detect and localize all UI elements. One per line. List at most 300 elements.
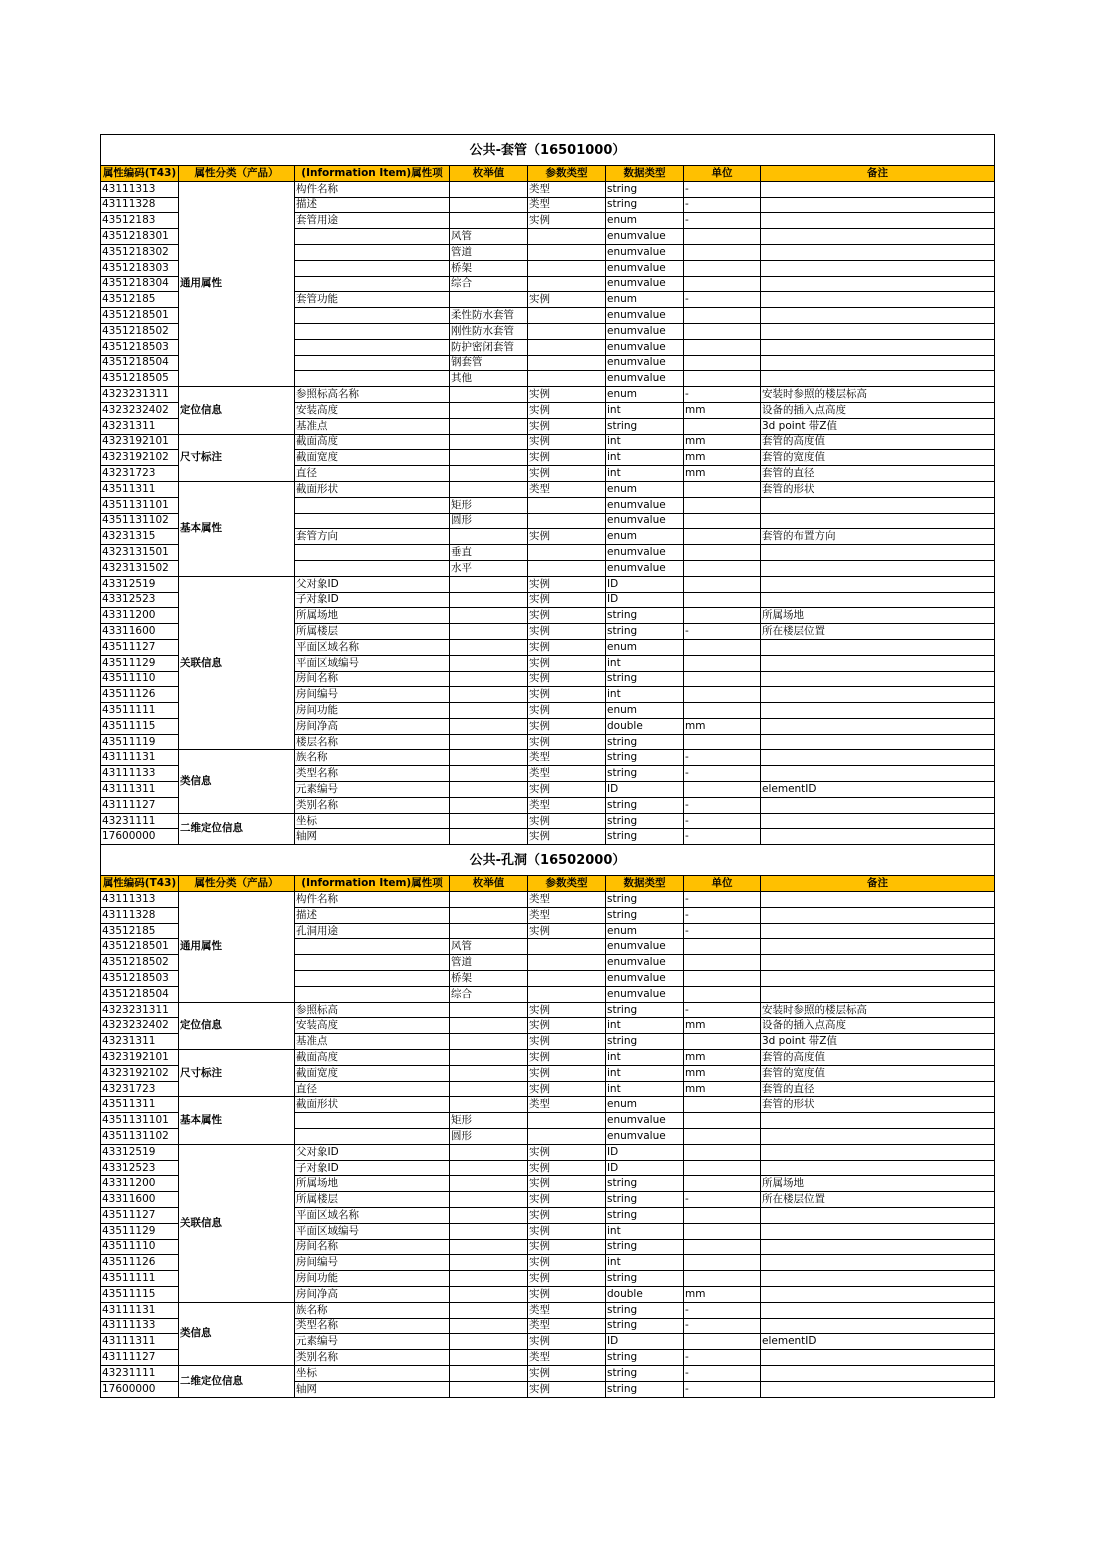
enum-cell [450,1176,528,1192]
param-type-cell: 实例 [528,829,606,845]
property-table [100,134,995,1398]
unit-cell: - [684,1302,761,1318]
param-type-cell [528,308,606,324]
data-type-cell: string [606,1318,684,1334]
item-cell [295,355,450,371]
enum-cell [450,1255,528,1271]
data-type-cell: enumvalue [606,276,684,292]
item-cell: 元素编号 [295,782,450,798]
item-cell [295,308,450,324]
param-type-cell: 实例 [528,418,606,434]
param-type-cell: 类型 [528,1097,606,1113]
enum-cell [450,734,528,750]
unit-cell [684,655,761,671]
item-cell: 房间名称 [295,1239,450,1255]
item-cell [295,276,450,292]
enum-cell [450,750,528,766]
enum-cell [450,813,528,829]
code-cell: 4351218504 [101,986,179,1002]
code-cell: 4351131102 [101,1129,179,1145]
param-type-cell [528,955,606,971]
remark-cell: elementID [761,1334,995,1350]
param-type-cell: 实例 [528,387,606,403]
code-cell: 43111133 [101,1318,179,1334]
data-type-cell: enumvalue [606,986,684,1002]
remark-cell [761,923,995,939]
code-cell: 43111313 [101,892,179,908]
remark-cell [761,1208,995,1224]
item-cell: 轴网 [295,829,450,845]
data-type-cell: enumvalue [606,339,684,355]
enum-cell [450,1381,528,1397]
param-type-cell: 实例 [528,576,606,592]
remark-cell: 套管的布置方向 [761,529,995,545]
param-type-cell: 实例 [528,213,606,229]
column-header: 属性分类（产品） [179,166,295,182]
unit-cell: - [684,387,761,403]
unit-cell [684,639,761,655]
code-cell: 4351218503 [101,339,179,355]
remark-cell [761,1223,995,1239]
remark-cell [761,955,995,971]
enum-cell [450,466,528,482]
unit-cell [684,1239,761,1255]
remark-cell [761,229,995,245]
category-cell: 类信息 [179,1302,295,1365]
code-cell: 4323232402 [101,1018,179,1034]
item-cell [295,986,450,1002]
enum-cell [450,608,528,624]
enum-cell: 矩形 [450,497,528,513]
item-cell: 类别名称 [295,1350,450,1366]
item-cell: 房间编号 [295,687,450,703]
enum-cell [450,766,528,782]
remark-cell [761,1255,995,1271]
remark-cell [761,718,995,734]
param-type-cell: 实例 [528,734,606,750]
data-type-cell: ID [606,1144,684,1160]
param-type-cell: 实例 [528,1365,606,1381]
table-row [101,1144,995,1160]
remark-cell [761,1350,995,1366]
item-cell [295,323,450,339]
remark-cell: 所属场地 [761,608,995,624]
unit-cell [684,229,761,245]
param-type-cell: 实例 [528,1223,606,1239]
code-cell: 43111311 [101,1334,179,1350]
data-type-cell: ID [606,1160,684,1176]
code-cell: 4323232402 [101,402,179,418]
data-type-cell: string [606,829,684,845]
param-type-cell [528,323,606,339]
enum-cell [450,402,528,418]
item-cell: 父对象ID [295,1144,450,1160]
unit-cell [684,592,761,608]
param-type-cell [528,355,606,371]
unit-cell [684,1255,761,1271]
item-cell: 族名称 [295,750,450,766]
remark-cell [761,197,995,213]
param-type-cell: 实例 [528,1239,606,1255]
code-cell: 4323192102 [101,450,179,466]
table-row [101,1050,995,1066]
remark-cell: 3d point 带Z值 [761,1034,995,1050]
code-cell: 43312519 [101,1144,179,1160]
code-cell: 43111328 [101,907,179,923]
enum-cell [450,1350,528,1366]
unit-cell [684,734,761,750]
enum-cell: 管道 [450,244,528,260]
item-cell: 截面形状 [295,1097,450,1113]
param-type-cell: 实例 [528,592,606,608]
enum-cell [450,1081,528,1097]
unit-cell: - [684,750,761,766]
enum-cell: 风管 [450,229,528,245]
remark-cell: 套管的高度值 [761,1050,995,1066]
code-cell: 4323192101 [101,434,179,450]
item-cell [295,371,450,387]
data-type-cell: int [606,434,684,450]
item-cell: 描述 [295,197,450,213]
code-cell: 4323231311 [101,387,179,403]
data-type-cell: int [606,655,684,671]
item-cell [295,260,450,276]
data-type-cell: enum [606,923,684,939]
data-type-cell: enum [606,387,684,403]
enum-cell [450,671,528,687]
code-cell: 4323131502 [101,560,179,576]
enum-cell: 圆形 [450,513,528,529]
data-type-cell: int [606,1018,684,1034]
item-cell: 房间净高 [295,1286,450,1302]
unit-cell [684,560,761,576]
item-cell: 房间名称 [295,671,450,687]
remark-cell [761,766,995,782]
enum-cell [450,1192,528,1208]
enum-cell [450,197,528,213]
item-cell [295,1113,450,1129]
param-type-cell: 实例 [528,1065,606,1081]
item-cell [295,545,450,561]
param-type-cell: 实例 [528,923,606,939]
data-type-cell: enumvalue [606,355,684,371]
code-cell: 4351131101 [101,1113,179,1129]
code-cell: 4351131101 [101,497,179,513]
unit-cell: - [684,1350,761,1366]
enum-cell [450,829,528,845]
unit-cell: - [684,892,761,908]
param-type-cell [528,244,606,260]
unit-cell [684,323,761,339]
data-type-cell: string [606,624,684,640]
enum-cell [450,181,528,197]
remark-cell [761,1318,995,1334]
enum-cell [450,907,528,923]
column-header: 属性编码(T43) [101,166,179,182]
data-type-cell: string [606,1350,684,1366]
param-type-cell: 实例 [528,529,606,545]
remark-cell [761,371,995,387]
enum-cell: 桥架 [450,260,528,276]
unit-cell [684,355,761,371]
unit-cell [684,955,761,971]
code-cell: 4351218501 [101,308,179,324]
remark-cell [761,687,995,703]
data-type-cell: string [606,813,684,829]
remark-cell [761,339,995,355]
enum-cell [450,718,528,734]
enum-cell [450,687,528,703]
unit-cell [684,497,761,513]
param-type-cell: 类型 [528,481,606,497]
item-cell: 基准点 [295,1034,450,1050]
code-cell: 43111313 [101,181,179,197]
param-type-cell: 实例 [528,813,606,829]
data-type-cell: enumvalue [606,260,684,276]
enum-cell [450,1050,528,1066]
enum-cell [450,782,528,798]
unit-cell [684,1097,761,1113]
column-header: (Information Item)属性项 [295,876,450,892]
remark-cell [761,703,995,719]
code-cell: 4351218501 [101,939,179,955]
enum-cell [450,213,528,229]
table-row [101,1002,995,1018]
data-type-cell: string [606,892,684,908]
column-header: 备注 [761,166,995,182]
data-type-cell: string [606,766,684,782]
param-type-cell [528,1129,606,1145]
unit-cell: mm [684,1065,761,1081]
data-type-cell: string [606,750,684,766]
enum-cell: 管道 [450,955,528,971]
section-title-row [101,845,995,876]
remark-cell [761,829,995,845]
unit-cell [684,418,761,434]
data-type-cell: string [606,1365,684,1381]
unit-cell: mm [684,466,761,482]
item-cell: 类型名称 [295,766,450,782]
data-type-cell: int [606,466,684,482]
table-row [101,1302,995,1318]
code-cell: 43111131 [101,750,179,766]
enum-cell [450,1034,528,1050]
data-type-cell: int [606,402,684,418]
data-type-cell: int [606,1223,684,1239]
remark-cell: 套管的宽度值 [761,1065,995,1081]
unit-cell [684,1271,761,1287]
data-type-cell: string [606,1302,684,1318]
unit-cell: - [684,797,761,813]
item-cell [295,339,450,355]
enum-cell [450,892,528,908]
unit-cell [684,1144,761,1160]
enum-cell [450,418,528,434]
param-type-cell: 实例 [528,703,606,719]
param-type-cell: 实例 [528,292,606,308]
param-type-cell: 实例 [528,434,606,450]
table-row [101,892,995,908]
category-cell: 基本属性 [179,481,295,576]
header-row [101,166,995,182]
unit-cell [684,481,761,497]
unit-cell: mm [684,1050,761,1066]
remark-cell: 套管的形状 [761,481,995,497]
category-cell: 通用属性 [179,892,295,1003]
remark-cell: 安装时参照的楼层标高 [761,1002,995,1018]
remark-cell: elementID [761,782,995,798]
code-cell: 43231311 [101,1034,179,1050]
param-type-cell: 实例 [528,655,606,671]
code-cell: 43312519 [101,576,179,592]
data-type-cell: enumvalue [606,1113,684,1129]
remark-cell [761,1365,995,1381]
data-type-cell: enum [606,529,684,545]
code-cell: 4351218504 [101,355,179,371]
code-cell: 43511115 [101,718,179,734]
unit-cell [684,371,761,387]
param-type-cell: 实例 [528,1050,606,1066]
data-type-cell: string [606,1239,684,1255]
code-cell: 17600000 [101,829,179,845]
data-type-cell: enum [606,703,684,719]
enum-cell: 风管 [450,939,528,955]
code-cell: 43511111 [101,1271,179,1287]
enum-cell [450,923,528,939]
data-type-cell: string [606,1271,684,1287]
category-cell: 二维定位信息 [179,813,295,845]
param-type-cell: 实例 [528,1192,606,1208]
item-cell: 直径 [295,466,450,482]
item-cell: 子对象ID [295,1160,450,1176]
item-cell [295,229,450,245]
param-type-cell [528,497,606,513]
data-type-cell: ID [606,576,684,592]
item-cell: 套管方向 [295,529,450,545]
unit-cell: - [684,624,761,640]
data-type-cell: enumvalue [606,513,684,529]
remark-cell [761,181,995,197]
enum-cell [450,592,528,608]
column-header: 属性编码(T43) [101,876,179,892]
enum-cell [450,1286,528,1302]
code-cell: 43311200 [101,608,179,624]
item-cell: 楼层名称 [295,734,450,750]
data-type-cell: enum [606,481,684,497]
unit-cell: - [684,181,761,197]
data-type-cell: int [606,687,684,703]
enum-cell: 桥架 [450,971,528,987]
data-type-cell: int [606,1081,684,1097]
item-cell: 截面形状 [295,481,450,497]
item-cell [295,497,450,513]
item-cell: 房间功能 [295,703,450,719]
data-type-cell: int [606,1065,684,1081]
code-cell: 4351218304 [101,276,179,292]
code-cell: 43311600 [101,1192,179,1208]
unit-cell [684,276,761,292]
remark-cell [761,813,995,829]
param-type-cell: 实例 [528,1334,606,1350]
remark-cell [761,939,995,955]
code-cell: 4323131501 [101,545,179,561]
data-type-cell: enumvalue [606,371,684,387]
data-type-cell: string [606,1192,684,1208]
column-header: 数据类型 [606,166,684,182]
remark-cell: 套管的形状 [761,1097,995,1113]
code-cell: 4351218502 [101,323,179,339]
enum-cell [450,1160,528,1176]
column-header: 参数类型 [528,166,606,182]
param-type-cell: 实例 [528,1034,606,1050]
param-type-cell [528,545,606,561]
param-type-cell: 类型 [528,766,606,782]
data-type-cell: string [606,734,684,750]
unit-cell [684,939,761,955]
unit-cell: mm [684,1081,761,1097]
item-cell [295,1129,450,1145]
remark-cell [761,797,995,813]
remark-cell: 套管的直径 [761,466,995,482]
item-cell: 所属楼层 [295,624,450,640]
remark-cell: 3d point 带Z值 [761,418,995,434]
param-type-cell [528,276,606,292]
item-cell: 截面宽度 [295,1065,450,1081]
unit-cell [684,782,761,798]
remark-cell [761,545,995,561]
enum-cell [450,434,528,450]
category-cell: 基本属性 [179,1097,295,1144]
unit-cell [684,529,761,545]
data-type-cell: double [606,718,684,734]
item-cell: 截面高度 [295,1050,450,1066]
item-cell [295,560,450,576]
code-cell: 43511311 [101,481,179,497]
enum-cell [450,1334,528,1350]
param-type-cell: 实例 [528,718,606,734]
data-type-cell: ID [606,1334,684,1350]
enum-cell [450,1018,528,1034]
table-row [101,434,995,450]
code-cell: 43511127 [101,639,179,655]
code-cell: 43231315 [101,529,179,545]
item-cell: 参照标高名称 [295,387,450,403]
param-type-cell: 类型 [528,1350,606,1366]
category-cell: 二维定位信息 [179,1365,295,1397]
header-row [101,876,995,892]
remark-cell [761,292,995,308]
remark-cell: 套管的高度值 [761,434,995,450]
remark-cell [761,260,995,276]
enum-cell: 柔性防水套管 [450,308,528,324]
remark-cell [761,671,995,687]
param-type-cell: 实例 [528,1176,606,1192]
unit-cell: - [684,813,761,829]
param-type-cell: 类型 [528,197,606,213]
unit-cell: - [684,1318,761,1334]
item-cell: 构件名称 [295,892,450,908]
item-cell: 房间功能 [295,1271,450,1287]
item-cell: 截面宽度 [295,450,450,466]
code-cell: 43511111 [101,703,179,719]
enum-cell [450,576,528,592]
unit-cell [684,244,761,260]
item-cell: 类型名称 [295,1318,450,1334]
unit-cell [684,260,761,276]
code-cell: 43511110 [101,671,179,687]
item-cell: 套管用途 [295,213,450,229]
unit-cell [684,1334,761,1350]
